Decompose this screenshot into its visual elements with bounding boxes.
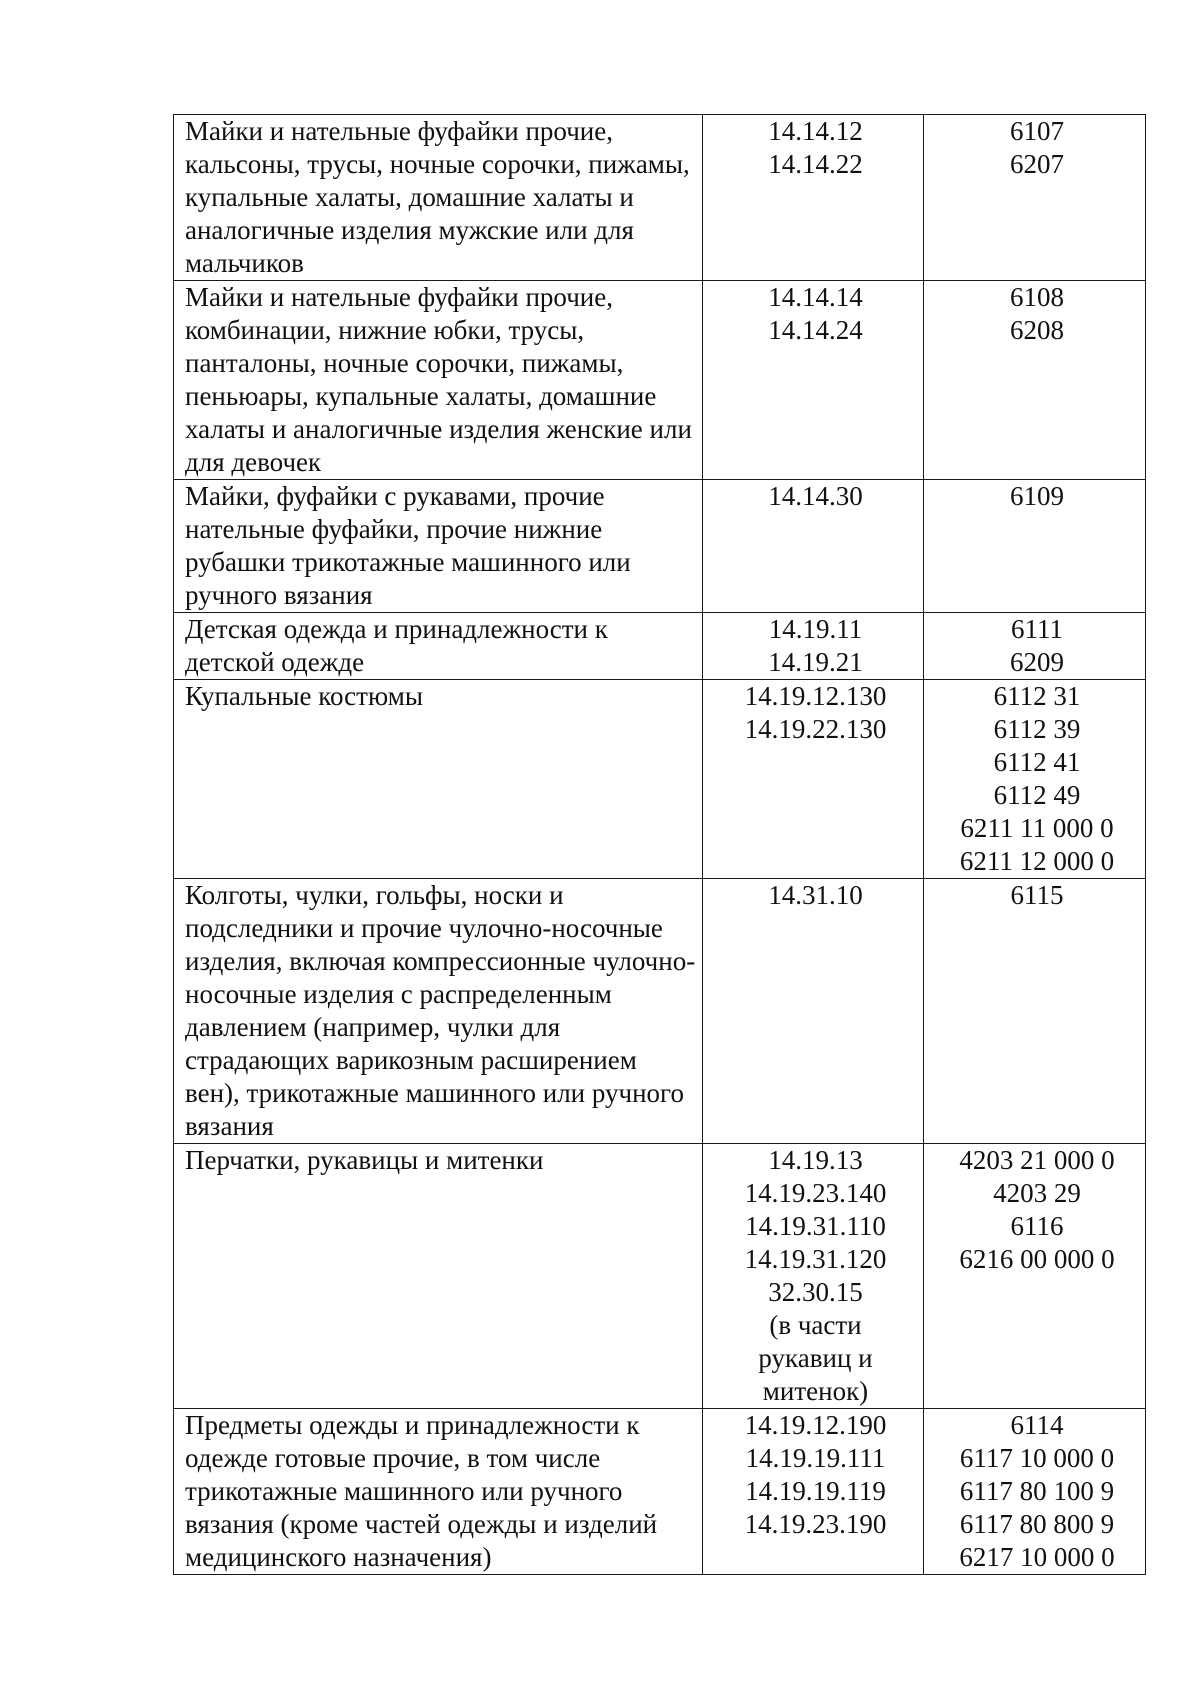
okpd2-code-cell (703, 613, 924, 680)
tnved-code: 6211 11 000 0 (960, 813, 1114, 843)
tnved-code: 6108 (1010, 282, 1064, 312)
table-row (174, 613, 1146, 680)
tnved-code: 6112 31 (993, 681, 1081, 711)
tnved-code: 6209 (1010, 647, 1064, 677)
table-row (174, 680, 1146, 879)
okpd2-code: 32.30.15 (768, 1277, 863, 1307)
table-row (174, 281, 1146, 480)
tnved-code: 6114 (1010, 1410, 1064, 1440)
tnved-code: 6112 49 (993, 780, 1081, 810)
okpd2-code: 14.19.21 (768, 647, 863, 677)
product-name: Купальные костюмы (185, 681, 424, 711)
tnved-code: 6216 00 000 0 (959, 1244, 1115, 1274)
okpd2-code: 14.14.22 (768, 149, 863, 179)
product-codes-table (173, 114, 1146, 1575)
okpd2-code: 14.19.13 (768, 1145, 863, 1175)
tnved-code: 4203 21 000 0 (959, 1145, 1115, 1175)
tnved-code: 6217 10 000 0 (959, 1542, 1115, 1572)
okpd2-code-cell (703, 1144, 924, 1409)
table-row (174, 1409, 1146, 1575)
okpd2-code: рукавиц и (758, 1343, 873, 1373)
tnved-code: 6109 (1010, 481, 1064, 511)
product-name-cell (174, 115, 703, 281)
okpd2-code: 14.19.19.119 (745, 1476, 886, 1506)
tnved-code-cell (924, 1409, 1146, 1575)
tnved-code: 6115 (1010, 880, 1064, 910)
okpd2-code-cell (703, 879, 924, 1144)
okpd2-code: 14.19.19.111 (745, 1443, 886, 1473)
okpd2-code-cell (703, 480, 924, 613)
product-name-cell (174, 281, 703, 480)
okpd2-code-cell (703, 115, 924, 281)
okpd2-code: 14.14.12 (768, 116, 863, 146)
tnved-code: 6117 80 800 9 (959, 1509, 1115, 1539)
tnved-code-cell (924, 480, 1146, 613)
okpd2-code: 14.19.23.190 (744, 1509, 887, 1539)
product-name-cell (174, 879, 703, 1144)
product-name: Майки и нательные фуфайки прочие, кальсоны, трусы, ночные сорочки, пижамы, купальные халаты, домашние халаты и аналогичные изделия мужские или для мальчиков (185, 116, 690, 278)
product-name-cell (174, 680, 703, 879)
product-name: Майки и нательные фуфайки прочие, комбинации, нижние юбки, трусы, панталоны, ночные сорочки, пижамы, пеньюары, купальные халаты, домашние халаты и аналогичные изделия женские или для девочек (185, 282, 692, 477)
okpd2-code: 14.19.31.120 (744, 1244, 887, 1274)
table-row (174, 480, 1146, 613)
tnved-code: 6211 12 000 0 (959, 846, 1115, 876)
tnved-code: 6111 (1011, 614, 1063, 644)
table-row (174, 115, 1146, 281)
okpd2-code: 14.14.30 (768, 481, 863, 511)
okpd2-code: митенок) (762, 1376, 869, 1406)
product-name: Предметы одежды и принадлежности к одежде готовые прочие, в том числе трикотажные машинного или ручного вязания (кроме частей одежды и изделий медицинского назначения) (185, 1410, 658, 1572)
tnved-code: 6112 39 (993, 714, 1081, 744)
product-name-cell (174, 480, 703, 613)
okpd2-code: 14.19.31.110 (745, 1211, 886, 1241)
tnved-code-cell (924, 1144, 1146, 1409)
tnved-code: 6208 (1010, 315, 1064, 345)
okpd2-code-cell (703, 680, 924, 879)
okpd2-code: 14.19.11 (768, 614, 863, 644)
tnved-code: 6207 (1010, 149, 1064, 179)
okpd2-code: (в части (769, 1310, 862, 1340)
product-name-cell (174, 613, 703, 680)
tnved-code: 6107 (1010, 116, 1064, 146)
tnved-code: 6117 80 100 9 (959, 1476, 1115, 1506)
okpd2-code: 14.14.14 (768, 282, 863, 312)
table-row (174, 879, 1146, 1144)
tnved-code-cell (924, 879, 1146, 1144)
product-name-cell (174, 1144, 703, 1409)
product-name: Колготы, чулки, гольфы, носки и подследники и прочие чулочно-носочные изделия, включая компрессионные чулочно-носочные изделия с распределенным давлением (например, чулки для страдающих варикозным расширением вен), трикотажные машинного или ручного вязания (185, 880, 696, 1141)
table-body (174, 115, 1146, 1575)
tnved-code-cell (924, 613, 1146, 680)
okpd2-code: 14.14.24 (768, 315, 863, 345)
okpd2-code-cell (703, 281, 924, 480)
tnved-code: 6112 41 (993, 747, 1081, 777)
tnved-code: 4203 29 (993, 1178, 1081, 1208)
tnved-code-cell (924, 281, 1146, 480)
tnved-code: 6116 (1010, 1211, 1064, 1241)
tnved-code-cell (924, 115, 1146, 281)
okpd2-code: 14.19.12.190 (744, 1410, 887, 1440)
tnved-code: 6117 10 000 0 (959, 1443, 1115, 1473)
okpd2-code: 14.19.23.140 (744, 1178, 887, 1208)
product-name: Перчатки, рукавицы и митенки (185, 1145, 544, 1175)
okpd2-code: 14.31.10 (768, 880, 863, 910)
table-row (174, 1144, 1146, 1409)
okpd2-code: 14.19.12.130 (744, 681, 887, 711)
okpd2-code-cell (703, 1409, 924, 1575)
product-name: Майки, фуфайки с рукавами, прочие нательные фуфайки, прочие нижние рубашки трикотажные машинного или ручного вязания (185, 481, 631, 610)
product-name: Детская одежда и принадлежности к детской одежде (185, 614, 608, 677)
product-name-cell (174, 1409, 703, 1575)
okpd2-code: 14.19.22.130 (744, 714, 887, 744)
tnved-code-cell (924, 680, 1146, 879)
